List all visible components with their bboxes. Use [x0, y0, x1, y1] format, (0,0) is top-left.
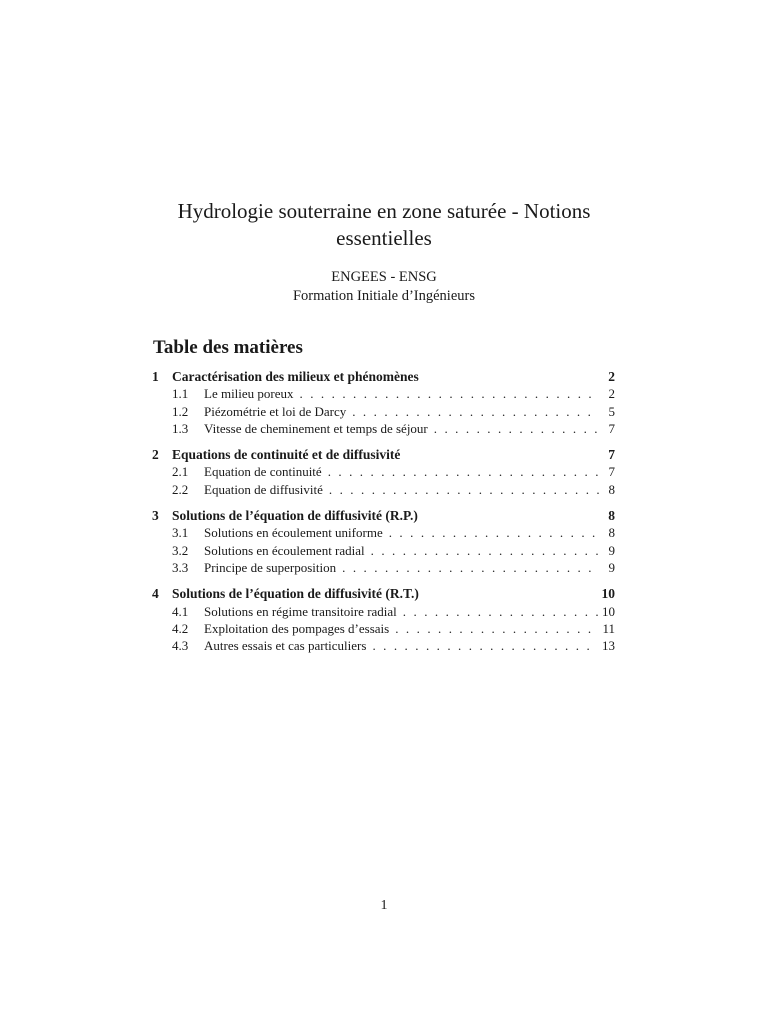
authors-line-1: ENGEES - ENSG [331, 269, 437, 285]
toc-subsection-entry[interactable] [152, 559, 615, 576]
toc-subsection-entry[interactable] [152, 620, 615, 637]
toc-subsection-page: 8 [608, 481, 615, 497]
toc-subsection-number: 1.3 [172, 420, 189, 436]
toc-section-page: 10 [601, 586, 615, 602]
toc-section-page: 8 [608, 508, 615, 524]
toc-subsection-number: 3.1 [172, 525, 189, 541]
toc-section-title: Caractérisation des milieux et phénomènes [172, 369, 419, 384]
toc-subsection-page: 9 [608, 559, 615, 575]
toc-heading: Table des matières [153, 337, 303, 358]
toc-section-number: 1 [152, 369, 159, 384]
toc-subsection-entry[interactable] [152, 603, 615, 620]
toc-subsection-entry[interactable] [152, 385, 615, 402]
toc-subsection-entry[interactable] [152, 637, 615, 654]
page-number: 1 [380, 898, 388, 913]
toc-section-entry[interactable] [152, 585, 615, 602]
toc-section [152, 368, 615, 437]
document-authors [0, 268, 768, 306]
toc-section-page: 7 [608, 447, 615, 463]
table-of-contents [152, 368, 615, 663]
toc-subsection-entry[interactable] [152, 542, 615, 559]
toc-leader-dots [403, 603, 598, 620]
toc-subsection-page: 13 [602, 638, 615, 654]
toc-subsection-page: 7 [608, 464, 615, 480]
toc-leader-dots [395, 620, 598, 637]
toc-subsection-title: Equation de continuité [204, 464, 322, 480]
toc-subsection-title: Solutions en écoulement radial [204, 542, 365, 558]
document-title [0, 198, 768, 252]
toc-subsection-title: Equation de diffusivité [204, 481, 323, 497]
toc-subsection-number: 1.2 [172, 403, 189, 419]
toc-subsection-number: 2.2 [172, 481, 189, 497]
toc-leader-dots [300, 385, 599, 402]
toc-subsection-entry[interactable] [152, 420, 615, 437]
toc-section-number: 3 [152, 508, 159, 524]
toc-subsection-number: 3.3 [172, 559, 189, 575]
toc-section-page: 2 [608, 369, 615, 384]
toc-subsection-page: 9 [608, 542, 615, 558]
toc-subsection-entry[interactable] [152, 403, 615, 420]
toc-leader-dots [434, 420, 599, 437]
toc-subsection-number: 3.2 [172, 542, 189, 558]
toc-leader-dots [371, 542, 599, 559]
toc-section-entry[interactable] [152, 507, 615, 524]
toc-leader-dots [328, 463, 599, 480]
toc-subsection-title: Principe de superposition [204, 559, 337, 575]
toc-subsection-page: 8 [608, 525, 615, 541]
toc-subsection-title: Exploitation des pompages d’essais [204, 620, 390, 636]
toc-subsection-entry[interactable] [152, 481, 615, 498]
toc-subsection-entry[interactable] [152, 524, 615, 541]
toc-section [152, 507, 615, 576]
toc-subsection-number: 4.2 [172, 620, 189, 636]
toc-leader-dots [352, 403, 599, 420]
toc-subsection-page: 5 [608, 403, 615, 419]
toc-section-entry[interactable] [152, 446, 615, 463]
toc-subsection-title: Le milieu poreux [204, 386, 294, 402]
document-title-line-1: Hydrologie souterraine en zone saturée - Notions [177, 199, 591, 223]
toc-subsection-title: Solutions en régime transitoire radial [204, 603, 397, 619]
toc-subsection-number: 4.1 [172, 603, 189, 619]
toc-section-number: 2 [152, 447, 159, 463]
toc-section [152, 585, 615, 654]
toc-subsection-entry[interactable] [152, 463, 615, 480]
toc-subsection-page: 2 [608, 386, 615, 402]
toc-leader-dots [389, 524, 599, 541]
toc-subsection-page: 10 [602, 603, 615, 619]
document-title-line-2: essentielles [336, 226, 432, 250]
toc-leader-dots [329, 481, 599, 498]
toc-section-entry[interactable] [152, 368, 615, 385]
toc-subsection-title: Piézométrie et loi de Darcy [204, 403, 347, 419]
toc-subsection-title: Vitesse de cheminement et temps de séjour [204, 420, 428, 436]
toc-subsection-number: 2.1 [172, 464, 189, 480]
toc-subsection-page: 11 [602, 620, 615, 636]
toc-section [152, 446, 615, 498]
toc-subsection-page: 7 [608, 420, 615, 436]
toc-subsection-number: 1.1 [172, 386, 189, 402]
toc-subsection-title: Autres essais et cas particuliers [204, 638, 367, 654]
toc-subsection-number: 4.3 [172, 638, 189, 654]
toc-leader-dots [372, 637, 598, 654]
toc-section-title: Solutions de l’équation de diffusivité (R.P.) [172, 508, 418, 524]
toc-subsection-title: Solutions en écoulement uniforme [204, 525, 383, 541]
toc-section-number: 4 [152, 586, 159, 602]
toc-leader-dots [342, 559, 599, 576]
authors-line-2: Formation Initiale d’Ingénieurs [292, 288, 475, 304]
toc-section-title: Equations de continuité et de diffusivité [172, 447, 401, 463]
toc-section-title: Solutions de l’équation de diffusivité (R.T.) [172, 586, 419, 602]
